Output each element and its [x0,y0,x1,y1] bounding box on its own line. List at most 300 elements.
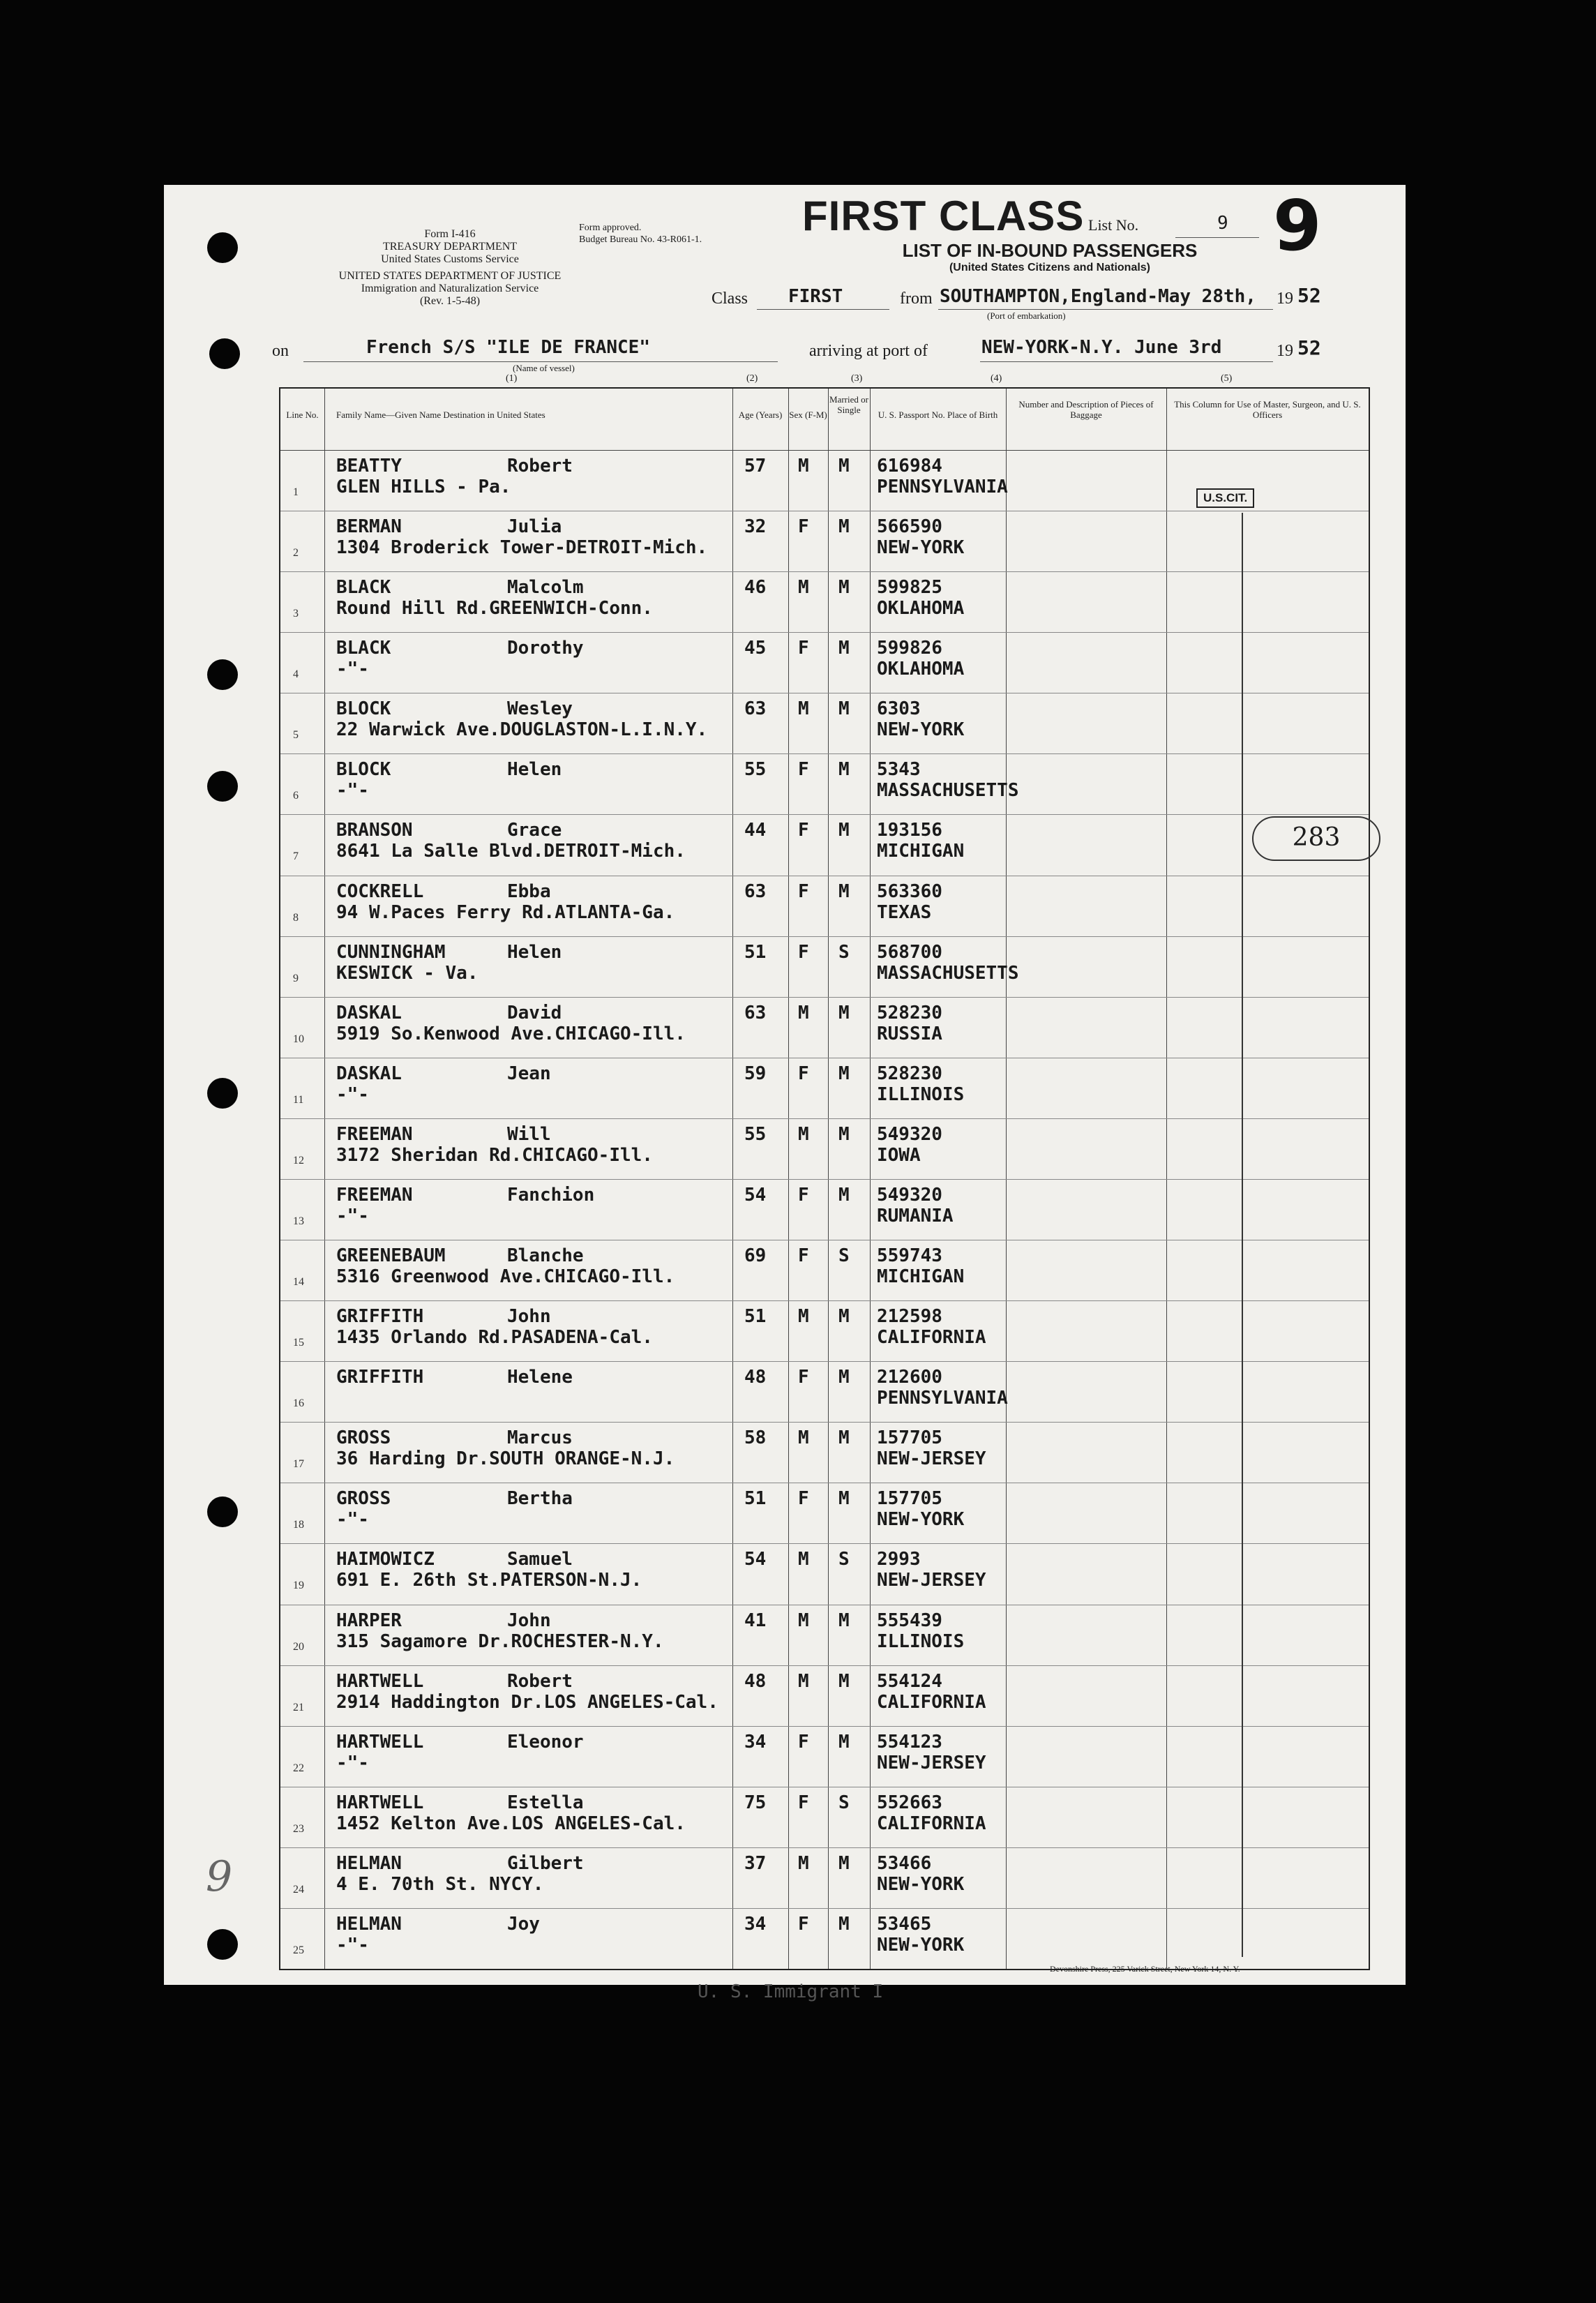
destination: 4 E. 70th St. NYCY. [336,1873,544,1895]
passport-number: 212598 [877,1306,942,1328]
age: 59 [744,1063,767,1084]
line-number: 4 [293,668,299,681]
place-of-birth: TEXAS [877,901,932,923]
binder-hole [207,1496,238,1527]
passport-number: 599825 [877,577,942,599]
age: 44 [744,820,767,841]
table-row [280,814,1369,875]
place-of-birth: NEW-YORK [877,1934,965,1956]
age: 34 [744,1731,767,1753]
col-num-1: (1) [506,373,518,384]
passport-number: 554124 [877,1670,942,1692]
destination: 3172 Sheridan Rd.CHICAGO-Ill. [336,1144,653,1166]
family-name: HARTWELL [336,1792,424,1813]
family-name: BEATTY [336,456,402,477]
family-name: FREEMAN [336,1123,413,1145]
passport-number: 2993 [877,1549,921,1570]
marital-status: M [838,1731,850,1753]
age: 63 [744,1002,767,1023]
sex: M [798,1610,809,1631]
binder-hole [207,771,238,802]
passport-number: 53465 [877,1913,932,1935]
family-name: HARPER [336,1610,402,1631]
sex: F [798,1367,809,1388]
form-approval [579,222,702,246]
passport-number: 599826 [877,638,942,659]
line-number: 12 [293,1154,304,1166]
family-name: HELMAN [336,1852,402,1874]
given-name: Ebba [507,880,551,902]
line-number: 10 [293,1033,304,1045]
family-name: GROSS [336,1427,391,1449]
form-line: Form I-416 [424,228,476,240]
destination: -"- [336,1934,369,1956]
marital-status: M [838,456,850,477]
col-num-5: (5) [1221,373,1233,384]
age: 51 [744,941,767,963]
table-row [280,1665,1369,1726]
line-number: 3 [293,608,299,620]
destination: -"- [336,1509,369,1531]
place-of-birth: CALIFORNIA [877,1327,986,1349]
line-number: 22 [293,1762,304,1774]
header-name: Family Name—Given Name Destination in United States [336,410,545,420]
destination: 22 Warwick Ave.DOUGLASTON-L.I.N.Y. [336,719,708,741]
given-name: Blanche [507,1245,584,1267]
arrival-year: 52 [1297,336,1321,359]
vessel-note: (Name of vessel) [513,363,575,373]
passport-number: 563360 [877,880,942,902]
place-of-birth: MICHIGAN [877,1266,965,1288]
passport-number: 528230 [877,1063,942,1084]
circled-number: 283 [1252,816,1380,861]
embark-note: (Port of embarkation) [987,310,1066,321]
table-row [280,1726,1369,1787]
marital-status: M [838,820,850,841]
table-row [280,571,1369,632]
line-number: 24 [293,1883,304,1896]
line-number: 21 [293,1701,304,1713]
header-married: Married or Single [829,394,868,415]
age: 58 [744,1427,767,1449]
table-row [280,936,1369,997]
line-number: 19 [293,1580,304,1592]
table-row [280,1847,1369,1908]
table-row [280,1240,1369,1300]
passport-number: 5343 [877,759,921,781]
side-mark: 9 [206,1852,233,1901]
header-officers: This Column for Use of Master, Surgeon, and U. S. Officers [1174,399,1361,420]
sex: F [798,638,809,659]
age: 45 [744,638,767,659]
header-line-no: Line No. [286,410,319,420]
destination: 36 Harding Dr.SOUTH ORANGE-N.J. [336,1448,675,1470]
col-num-4: (4) [991,373,1002,384]
destination: 2914 Haddington Dr.LOS ANGELES-Cal. [336,1691,718,1713]
binder-hole [207,232,238,263]
marital-status: M [838,880,850,902]
passport-number: 53466 [877,1852,932,1874]
age: 54 [744,1549,767,1570]
binder-hole [209,338,240,369]
age: 48 [744,1367,767,1388]
sex: M [798,1123,809,1145]
family-name: HARTWELL [336,1670,424,1692]
manifest-page [164,185,1406,2002]
form-line: Immigration and Naturalization Service [361,283,539,294]
table-row [280,1787,1369,1847]
destination: 1452 Kelton Ave.LOS ANGELES-Cal. [336,1813,686,1834]
destination: -"- [336,780,369,802]
given-name: Robert [507,1670,573,1692]
sex: M [798,698,809,720]
passport-number: 157705 [877,1488,942,1510]
destination: 1304 Broderick Tower-DETROIT-Mich. [336,537,708,559]
form-identification [269,228,631,308]
place-of-birth: NEW-JERSEY [877,1752,986,1773]
place-of-birth: NEW-JERSEY [877,1448,986,1470]
family-name: COCKRELL [336,880,424,902]
marital-status: M [838,1184,850,1206]
place-of-birth: NEW-YORK [877,1873,965,1895]
sex: M [798,1670,809,1692]
family-name: BRANSON [336,820,413,841]
passport-number: 549320 [877,1123,942,1145]
marital-status: M [838,1852,850,1874]
age: 63 [744,698,767,720]
table-row [280,1058,1369,1118]
place-of-birth: NEW-YORK [877,1509,965,1531]
place-of-birth: OKLAHOMA [877,598,965,620]
given-name: Helene [507,1367,573,1388]
given-name: Bertha [507,1488,573,1510]
marital-status: M [838,1367,850,1388]
printer-credit: Devonshire Press, 225 Varick Street, New York 14, N. Y. [1050,1964,1240,1974]
table-row [280,1361,1369,1422]
given-name: Marcus [507,1427,573,1449]
line-number: 15 [293,1337,304,1349]
place-of-birth: ILLINOIS [877,1083,965,1105]
passport-number: 554123 [877,1731,942,1753]
given-name: John [507,1306,551,1328]
table-row [280,997,1369,1058]
given-name: Malcolm [507,577,584,599]
line-number: 11 [293,1093,304,1106]
table-row [280,632,1369,693]
from-value: SOUTHAMPTON,England-May 28th, [940,286,1256,307]
marital-status: M [838,577,850,599]
class-label: Class [712,290,748,308]
on-label: on [272,342,289,360]
header-baggage: Number and Description of Pieces of Baggage [1018,399,1154,420]
list-no-label: List No. [1088,216,1139,234]
place-of-birth: RUSSIA [877,1023,942,1044]
passport-number: 212600 [877,1367,942,1388]
destination: 94 W.Paces Ferry Rd.ATLANTA-Ga. [336,901,675,923]
given-name: Fanchion [507,1184,595,1206]
table-row [280,1543,1369,1604]
sex: F [798,1488,809,1510]
form-line: TREASURY DEPARTMENT [382,241,518,253]
sex: M [798,577,809,599]
marital-status: S [838,1245,850,1267]
age: 37 [744,1852,767,1874]
age: 75 [744,1792,767,1813]
line-number: 1 [293,486,299,498]
marital-status: S [838,941,850,963]
marital-status: M [838,516,850,538]
subtitle: LIST OF IN-BOUND PASSENGERS [902,240,1198,261]
given-name: Jean [507,1063,551,1084]
header-sex: Sex (F-M) [789,410,827,420]
marital-status: M [838,1427,850,1449]
approval-line: Budget Bureau No. 43-R061-1. [579,234,702,245]
us-cit-stamp: U.S.CIT. [1196,488,1254,508]
age: 69 [744,1245,767,1267]
passport-number: 157705 [877,1427,942,1449]
given-name: Will [507,1123,551,1145]
given-name: Julia [507,516,562,538]
given-name: John [507,1610,551,1631]
given-name: Helen [507,759,562,781]
table-row [280,1908,1369,1969]
binder-hole [207,1929,238,1960]
passport-number: 555439 [877,1610,942,1631]
table-row [280,1605,1369,1665]
family-name: GRIFFITH [336,1367,424,1388]
approval-line: Form approved. [579,223,642,233]
age: 55 [744,1123,767,1145]
marital-status: S [838,1549,850,1570]
marital-status: M [838,1670,850,1692]
from-year-prefix: 19 [1277,290,1293,308]
destination: 691 E. 26th St.PATERSON-N.J. [336,1570,642,1591]
immigrant-stamp: U. S. Immigrant I [698,1981,884,2002]
header-age: Age (Years) [738,410,783,420]
sex: F [798,941,809,963]
line-number: 6 [293,790,299,802]
line-number: 18 [293,1519,304,1531]
marital-status: M [838,1913,850,1935]
place-of-birth: RUMANIA [877,1205,954,1226]
place-of-birth: MASSACHUSETTS [877,962,1019,984]
sex: F [798,1245,809,1267]
sex: F [798,1913,809,1935]
age: 51 [744,1488,767,1510]
given-name: Samuel [507,1549,573,1570]
table-row [280,511,1369,571]
destination: -"- [336,1752,369,1773]
age: 34 [744,1913,767,1935]
passport-number: 193156 [877,820,942,841]
binder-hole [207,1078,238,1109]
family-name: GROSS [336,1488,391,1510]
place-of-birth: NEW-YORK [877,719,965,741]
marital-status: S [838,1792,850,1813]
given-name: Grace [507,820,562,841]
line-number: 9 [293,972,299,984]
sex: F [798,1731,809,1753]
marital-status: M [838,1123,850,1145]
family-name: HAIMOWICZ [336,1549,435,1570]
marital-status: M [838,1002,850,1023]
place-of-birth: NEW-YORK [877,537,965,559]
arrival-value: NEW-YORK-N.Y. June 3rd [981,337,1222,358]
family-name: BLOCK [336,698,391,720]
destination: Round Hill Rd.GREENWICH-Conn. [336,598,653,620]
destination: 1435 Orlando Rd.PASADENA-Cal. [336,1327,653,1349]
table-row [280,753,1369,814]
destination: -"- [336,1205,369,1226]
family-name: HELMAN [336,1913,402,1935]
sex: F [798,516,809,538]
sex: F [798,820,809,841]
passport-number: 616984 [877,456,942,477]
passport-number: 566590 [877,516,942,538]
given-name: Estella [507,1792,584,1813]
table-row [280,1179,1369,1240]
sex: F [798,1063,809,1084]
sex: F [798,880,809,902]
subtitle-note: (United States Citizens and Nationals) [949,262,1151,273]
sex: F [798,759,809,781]
age: 57 [744,456,767,477]
place-of-birth: IOWA [877,1144,921,1166]
arriving-label: arriving at port of [809,342,928,360]
sex: M [798,1427,809,1449]
line-number: 25 [293,1944,304,1956]
vessel-name: French S/S "ILE DE FRANCE" [366,337,650,358]
place-of-birth: PENNSYLVANIA [877,477,1008,497]
destination: 8641 La Salle Blvd.DETROIT-Mich. [336,841,686,862]
bracket-line [1242,513,1243,1957]
line-number: 2 [293,547,299,560]
form-line: United States Customs Service [381,253,519,265]
marital-status: M [838,1610,850,1631]
line-number: 20 [293,1640,304,1653]
table-row [280,1422,1369,1483]
marital-status: M [838,1306,850,1328]
destination: 315 Sagamore Dr.ROCHESTER-N.Y. [336,1630,664,1652]
family-name: FREEMAN [336,1184,413,1206]
passport-number: 549320 [877,1184,942,1206]
sex: M [798,456,809,477]
given-name: Joy [507,1913,540,1935]
page-title: FIRST CLASS [802,193,1085,239]
col-num-2: (2) [746,373,758,384]
place-of-birth: PENNSYLVANIA [877,1388,1008,1409]
line-number: 8 [293,911,299,924]
age: 54 [744,1184,767,1206]
passport-number: 568700 [877,941,942,963]
place-of-birth: MASSACHUSETTS [877,780,1019,802]
place-of-birth: NEW-JERSEY [877,1570,986,1591]
table-row [280,876,1369,936]
sex: M [798,1852,809,1874]
table-row [280,1300,1369,1361]
family-name: GREENEBAUM [336,1245,446,1267]
given-name: Dorothy [507,638,584,659]
place-of-birth: CALIFORNIA [877,1691,986,1713]
line-number: 13 [293,1215,304,1227]
age: 32 [744,516,767,538]
sex: F [798,1184,809,1206]
arrival-year-prefix: 19 [1277,342,1293,360]
passenger-table [279,387,1370,1970]
given-name: David [507,1002,562,1023]
family-name: DASKAL [336,1063,402,1084]
col-num-3: (3) [851,373,863,384]
line-number: 16 [293,1397,304,1410]
passport-number: 6303 [877,698,921,720]
marital-status: M [838,1488,850,1510]
age: 51 [744,1306,767,1328]
marital-status: M [838,1063,850,1084]
family-name: BERMAN [336,516,402,538]
form-line: UNITED STATES DEPARTMENT OF JUSTICE [338,270,562,282]
marital-status: M [838,698,850,720]
place-of-birth: OKLAHOMA [877,659,965,680]
passport-number: 559743 [877,1245,942,1267]
class-value: FIRST [788,286,843,307]
family-name: BLOCK [336,759,391,781]
from-label: from [900,290,933,308]
family-name: HARTWELL [336,1731,424,1753]
marital-status: M [838,638,850,659]
from-year: 52 [1297,284,1321,307]
form-line: (Rev. 1-5-48) [419,295,481,307]
line-number: 14 [293,1276,304,1289]
age: 41 [744,1610,767,1631]
given-name: Eleonor [507,1731,584,1753]
destination: GLEN HILLS - Pa. [336,477,511,497]
family-name: CUNNINGHAM [336,941,446,963]
age: 63 [744,880,767,902]
given-name: Helen [507,941,562,963]
table-row [280,693,1369,753]
marital-status: M [838,759,850,781]
destination: 5919 So.Kenwood Ave.CHICAGO-Ill. [336,1023,686,1044]
place-of-birth: MICHIGAN [877,841,965,862]
family-name: DASKAL [336,1002,402,1023]
big-list-number: 9 [1273,185,1322,267]
list-no-value: 9 [1217,213,1228,234]
line-number: 17 [293,1458,304,1471]
passport-number: 528230 [877,1002,942,1023]
place-of-birth: ILLINOIS [877,1630,965,1652]
sex: M [798,1549,809,1570]
header-passport: U. S. Passport No. Place of Birth [878,410,998,420]
line-number: 23 [293,1822,304,1835]
line-number: 5 [293,729,299,742]
destination: -"- [336,1083,369,1105]
sex: F [798,1792,809,1813]
given-name: Gilbert [507,1852,584,1874]
family-name: BLACK [336,638,391,659]
binder-hole [207,659,238,690]
destination: 5316 Greenwood Ave.CHICAGO-Ill. [336,1266,675,1288]
age: 55 [744,759,767,781]
destination: -"- [336,659,369,680]
place-of-birth: CALIFORNIA [877,1813,986,1834]
given-name: Wesley [507,698,573,720]
passport-number: 552663 [877,1792,942,1813]
family-name: GRIFFITH [336,1306,424,1328]
given-name: Robert [507,456,573,477]
family-name: BLACK [336,577,391,599]
sex: M [798,1306,809,1328]
sex: M [798,1002,809,1023]
